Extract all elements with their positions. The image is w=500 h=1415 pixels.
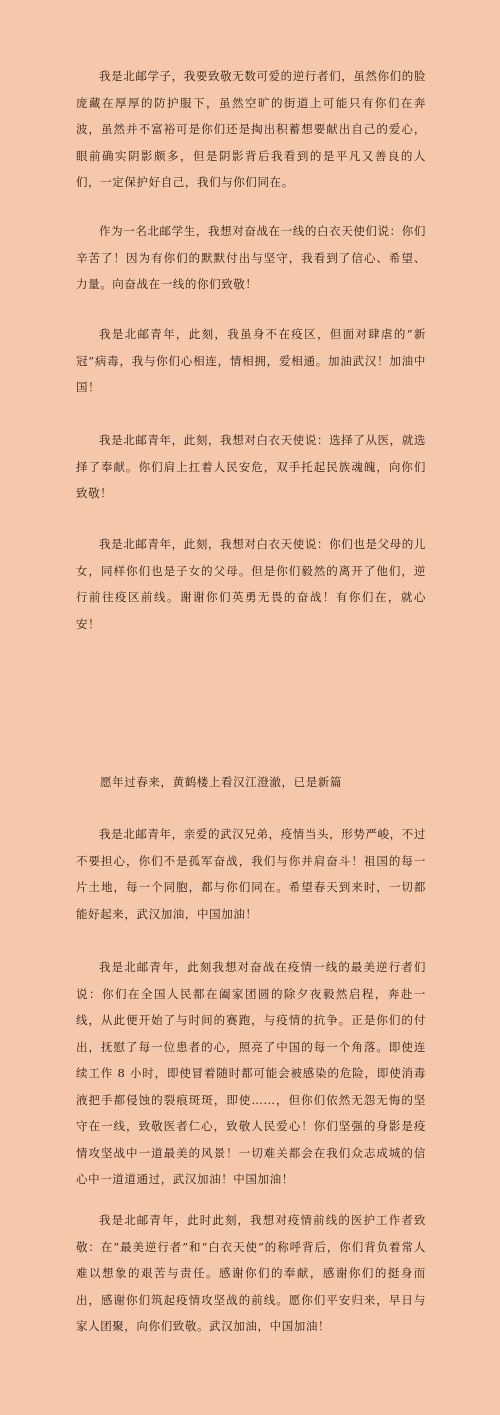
paragraph: 我是北邮青年，此刻，我想对白衣天使说：选择了从医，就选择了奉献。你们肩上扛着人民安危，双手托起民族魂魄，向你们致敬！	[76, 433, 426, 500]
paragraph: 我是北邮青年，此刻，我想对白衣天使说：你们也是父母的儿女，同样你们也是子女的父母。但是你们毅然的离开了他们，逆行前往疫区前线。谢谢你们英勇无畏的奋战！有你们在，就心安！	[76, 537, 426, 631]
section-heading: 愿年过春来，黄鹤楼上看汉江澄澈，已是新篇	[100, 775, 342, 789]
paragraph: 我是北邮青年，此时此刻，我想对疫情前线的医护工作者致敬：在“最美逆行者”和“白衣天使”的称呼背后，你们背负着常人难以想象的艰苦与责任。感谢你们的奉献，感谢你们的挺身而出，感谢你们筑起疫情攻坚战的前线。愿你们平安归来，早日与家人团聚，向你们致敬。武汉加油，中国加油！	[76, 1213, 426, 1333]
paragraph: 我是北邮青年，此刻我想对奋战在疫情一线的最美逆行者们说：你们在全国人民都在阖家团圆的除夕夜毅然启程，奔赴一线，从此便开始了与时间的赛跑，与疫情的抗争。正是你们的付出，抚慰了每一位患者的心，照亮了中国的每一个角落。即使连续工作 8 小时，即使冒着随时都可能会被感染的危险，即使消毒液把手都侵蚀的裂痕斑斑，即使……，但你们依然无怨无悔的坚守在一线，致敬医者仁心，致敬人民爱心！你们坚强的身影是疫情攻坚战中一道最美的风景！一切难关都会在我们众志成城的信心中一道道通过，武汉加油！中国加油！	[76, 960, 426, 1186]
paragraph: 我是北邮学子，我要致敬无数可爱的逆行者们，虽然你们的脸庞藏在厚厚的防护服下，虽然空旷的街道上可能只有你们在奔波，虽然并不富裕可是你们还是掏出积蓄想要献出自己的爱心，眼前确实阴影颇多，但是阴影背后我看到的是平凡又善良的人们，一定保护好自己，我们与你们同在。	[76, 69, 426, 189]
paragraph: 我是北邮青年，此刻，我虽身不在疫区，但面对肆虐的“新冠”病毒，我与你们心相连，情相拥，爱相通。加油武汉！加油中国！	[76, 327, 426, 394]
paragraph: 我是北邮青年，亲爱的武汉兄弟，疫情当头，形势严峻，不过不要担心，你们不是孤军奋战，我们与你并肩奋斗！祖国的每一片土地，每一个同胞，都与你们同在。希望春天到来时，一切都能好起来，武汉加油，中国加油！	[76, 827, 426, 921]
paragraph: 作为一名北邮学生，我想对奋战在一线的白衣天使们说：你们辛苦了！因为有你们的默默付出与坚守，我看到了信心、希望、力量。向奋战在一线的你们致敬！	[76, 224, 426, 291]
